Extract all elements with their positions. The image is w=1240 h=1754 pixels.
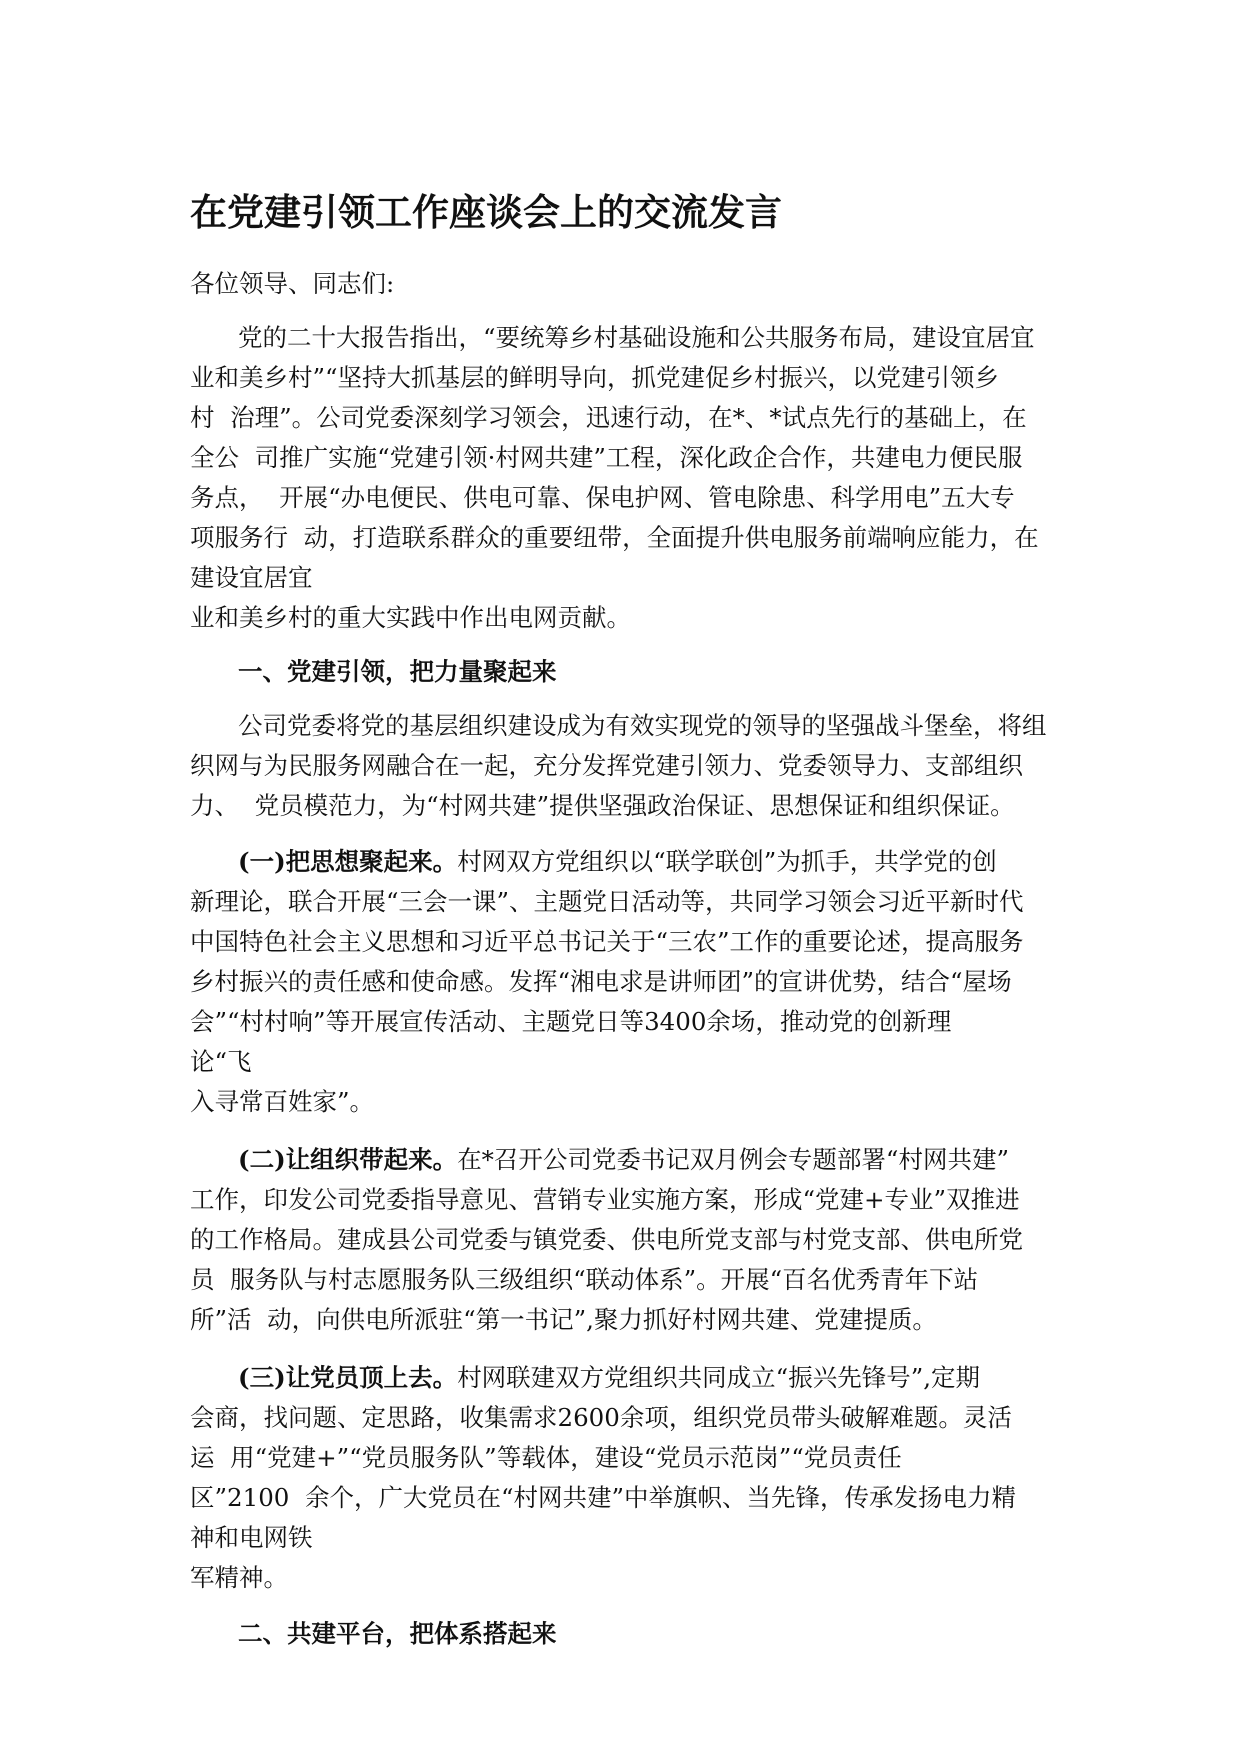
item3-line: 区”2100 余个，广大党员在“村网共建”中举旗帜、当先锋，传承发扬电力精 [190, 1483, 1016, 1512]
section-heading: 二、共建平台，把体系搭起来 [238, 1619, 557, 1648]
item3-line: 运 用“党建+”“党员服务队”等载体，建设“党员示范岗”“党员责任 [190, 1443, 902, 1472]
item2-line: 的工作格局。建成县公司党委与镇党委、供电所党支部与村党支部、供电所党 [190, 1225, 1023, 1254]
item1-lead: (一)把思想聚起来。 [238, 847, 458, 876]
intro-line: 业和美乡村”“坚持大抓基层的鲜明导向，抓党建促乡村振兴，以党建引领乡 [190, 363, 1000, 392]
intro-line: 业和美乡村的重大实践中作出电网贡献。 [190, 603, 631, 632]
item3-line: 会商，找问题、定思路，收集需求2600余项，组织党员带头破解难题。灵活 [190, 1403, 1012, 1432]
item2-lead: (二)让组织带起来。 [238, 1145, 458, 1174]
item1-line: 中国特色社会主义思想和习近平总书记关于“三农”工作的重要论述，提高服务 [190, 927, 1024, 956]
intro-line: 建设宜居宜 [190, 563, 313, 592]
item1-line: 会”“村村响”等开展宣传活动、主题党日等3400余场，推动党的创新理 [190, 1007, 952, 1036]
section1-line: 公司党委将党的基层组织建设成为有效实现党的领导的坚强战斗堡垒，将组 [238, 711, 1047, 740]
item3-lead: (三)让党员顶上去。 [238, 1363, 458, 1392]
item2-line: 所”活 动，向供电所派驻“第一书记”,聚力抓好村网共建、党建提质。 [190, 1305, 937, 1334]
section1-line: 力、 党员模范力，为“村网共建”提供坚强政治保证、思想保证和组织保证。 [190, 791, 1015, 820]
item3-text: 村网联建双方党组织共同成立“振兴先锋号”,定期 [457, 1363, 981, 1392]
document-title: 在党建引领工作座谈会上的交流发言 [190, 191, 782, 234]
intro-line: 全公 司推广实施“党建引领·村网共建”工程，深化政企合作，共建电力便民服 [190, 443, 1023, 472]
item1-line: 乡村振兴的责任感和使命感。发挥“湘电求是讲师团”的宣讲优势，结合“屋场 [190, 967, 1012, 996]
item1-first-line [238, 842, 997, 882]
item1-line: 论“飞 [190, 1047, 252, 1076]
item1-text: 村网双方党组织以“联学联创”为抓手，共学党的创 [457, 847, 997, 876]
item1-line: 新理论，联合开展“三会一课”、主题党日活动等，共同学习领会习近平新时代 [190, 887, 1024, 916]
item2-line: 工作，印发公司党委指导意见、营销专业实施方案，形成“党建+专业”双推进 [190, 1185, 1020, 1214]
section-heading: 一、党建引领，把力量聚起来 [238, 657, 557, 686]
item1-line: 入寻常百姓家”。 [190, 1087, 375, 1116]
item2-text: 在*召开公司党委书记双月例会专题部署“村网共建” [457, 1145, 1009, 1174]
item3-first-line [238, 1358, 980, 1398]
intro-line: 村 治理”。公司党委深刻学习领会，迅速行动，在*、*试点先行的基础上，在 [190, 403, 1027, 432]
intro-line: 务点， 开展“办电便民、供电可靠、保电护网、管电除患、科学用电”五大专 [190, 483, 1015, 512]
item3-line: 军精神。 [190, 1563, 288, 1592]
item2-first-line [238, 1140, 1009, 1180]
section1-line: 织网与为民服务网融合在一起，充分发挥党建引领力、党委领导力、支部组织 [190, 751, 1023, 780]
intro-line: 项服务行 动，打造联系群众的重要纽带，全面提升供电服务前端响应能力，在 [190, 523, 1039, 552]
salutation: 各位领导、同志们: [190, 269, 395, 298]
item2-line: 员 服务队与村志愿服务队三级组织“联动体系”。开展“百名优秀青年下站 [190, 1265, 979, 1294]
item3-line: 神和电网铁 [190, 1523, 313, 1552]
intro-line: 党的二十大报告指出，“要统筹乡村基础设施和公共服务布局，建设宜居宜 [238, 323, 1035, 352]
